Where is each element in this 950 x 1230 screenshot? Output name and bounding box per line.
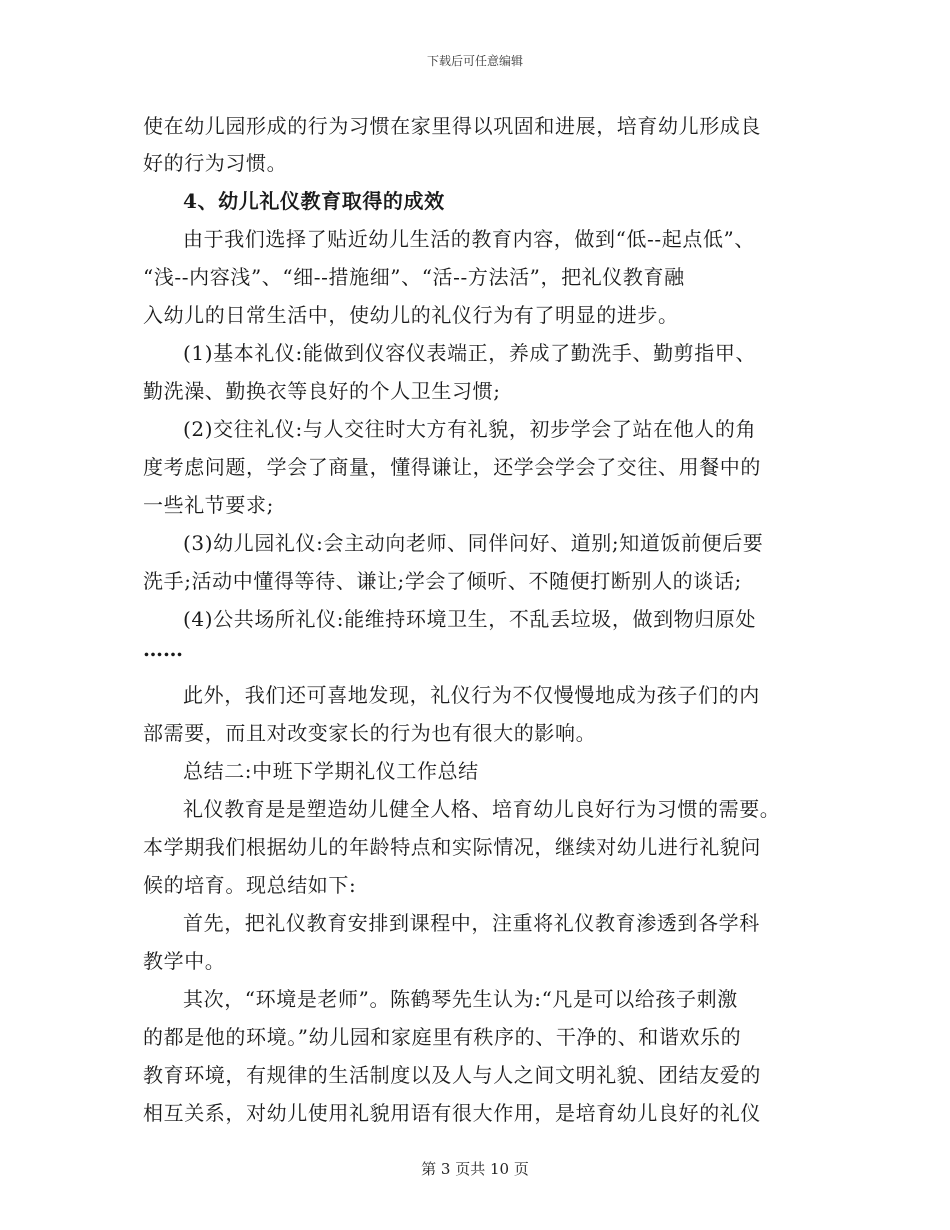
section-heading: 4、幼儿礼仪教育取得的成效 bbox=[183, 189, 445, 213]
paragraph-line: 由于我们选择了贴近幼儿生活的教育内容，做到“低--起点低”、 bbox=[183, 227, 755, 251]
list-item-line: (2)交往礼仪:与人交往时大方有礼貌，初步学会了站在他人的角 bbox=[183, 417, 757, 441]
page-header: 下载后可任意编辑 bbox=[426, 54, 523, 68]
ellipsis: …… bbox=[143, 637, 183, 661]
list-item-line: (4)公共场所礼仪:能维持环境卫生，不乱丢垃圾，做到物归原处 bbox=[183, 607, 757, 631]
list-item-line: 勤洗澡、勤换衣等良好的个人卫生习惯; bbox=[143, 379, 501, 403]
paragraph-line: 入幼儿的日常生活中，使幼儿的礼仪行为有了明显的进步。 bbox=[143, 303, 679, 327]
list-item-line: 度考虑问题，学会了商量，懂得谦让，还学会学会了交往、用餐中的 bbox=[143, 455, 761, 479]
paragraph-line: 教育环境，有规律的生活制度以及人与人之间文明礼貌、团结友爱的 bbox=[143, 1063, 761, 1087]
paragraph-line: 本学期我们根据幼儿的年龄特点和实际情况，继续对幼儿进行礼貌问 bbox=[143, 835, 761, 859]
paragraph-line: 教学中。 bbox=[143, 949, 226, 973]
paragraph-line: 候的培育。现总结如下: bbox=[143, 873, 357, 897]
section-title: 总结二:中班下学期礼仪工作总结 bbox=[183, 759, 479, 783]
page-number: 第 3 页共 10 页 bbox=[421, 1160, 529, 1178]
list-item-line: (1)基本礼仪:能做到仪容仪表端正，养成了勤洗手、勤剪指甲、 bbox=[183, 341, 757, 365]
paragraph-line: 部需要，而且对改变家长的行为也有很大的影响。 bbox=[143, 721, 597, 745]
paragraph-line: 首先，把礼仪教育安排到课程中，注重将礼仪教育渗透到各学科 bbox=[183, 911, 760, 935]
list-item-line: (3)幼儿园礼仪:会主动向老师、同伴问好、道别;知道饭前便后要 bbox=[183, 531, 764, 555]
list-item-line: 洗手;活动中懂得等待、谦让;学会了倾听、不随便打断别人的谈话; bbox=[143, 569, 742, 593]
paragraph-line: 其次，“环境是老师”。陈鹤琴先生认为:“凡是可以给孩子刺激 bbox=[183, 987, 738, 1011]
paragraph-line: 使在幼儿园形成的行为习惯在家里得以巩固和进展，培育幼儿形成良 bbox=[143, 114, 761, 138]
paragraph-line: 的都是他的环境。”幼儿园和家庭里有秩序的、干净的、和谐欢乐的 bbox=[143, 1025, 742, 1049]
paragraph-line: 礼仪教育是是塑造幼儿健全人格、培育幼儿良好行为习惯的需要。 bbox=[183, 797, 781, 821]
list-item-line: 一些礼节要求; bbox=[143, 493, 274, 517]
paragraph-line: 相互关系，对幼儿使用礼貌用语有很大作用，是培育幼儿良好的礼仪 bbox=[143, 1101, 761, 1125]
paragraph-line: “浅--内容浅”、“细--措施细”、“活--方法活”，把礼仪教育融 bbox=[143, 265, 685, 289]
paragraph-line: 好的行为习惯。 bbox=[143, 151, 288, 175]
paragraph-line: 此外，我们还可喜地发现，礼仪行为不仅慢慢地成为孩子们的内 bbox=[183, 683, 760, 707]
